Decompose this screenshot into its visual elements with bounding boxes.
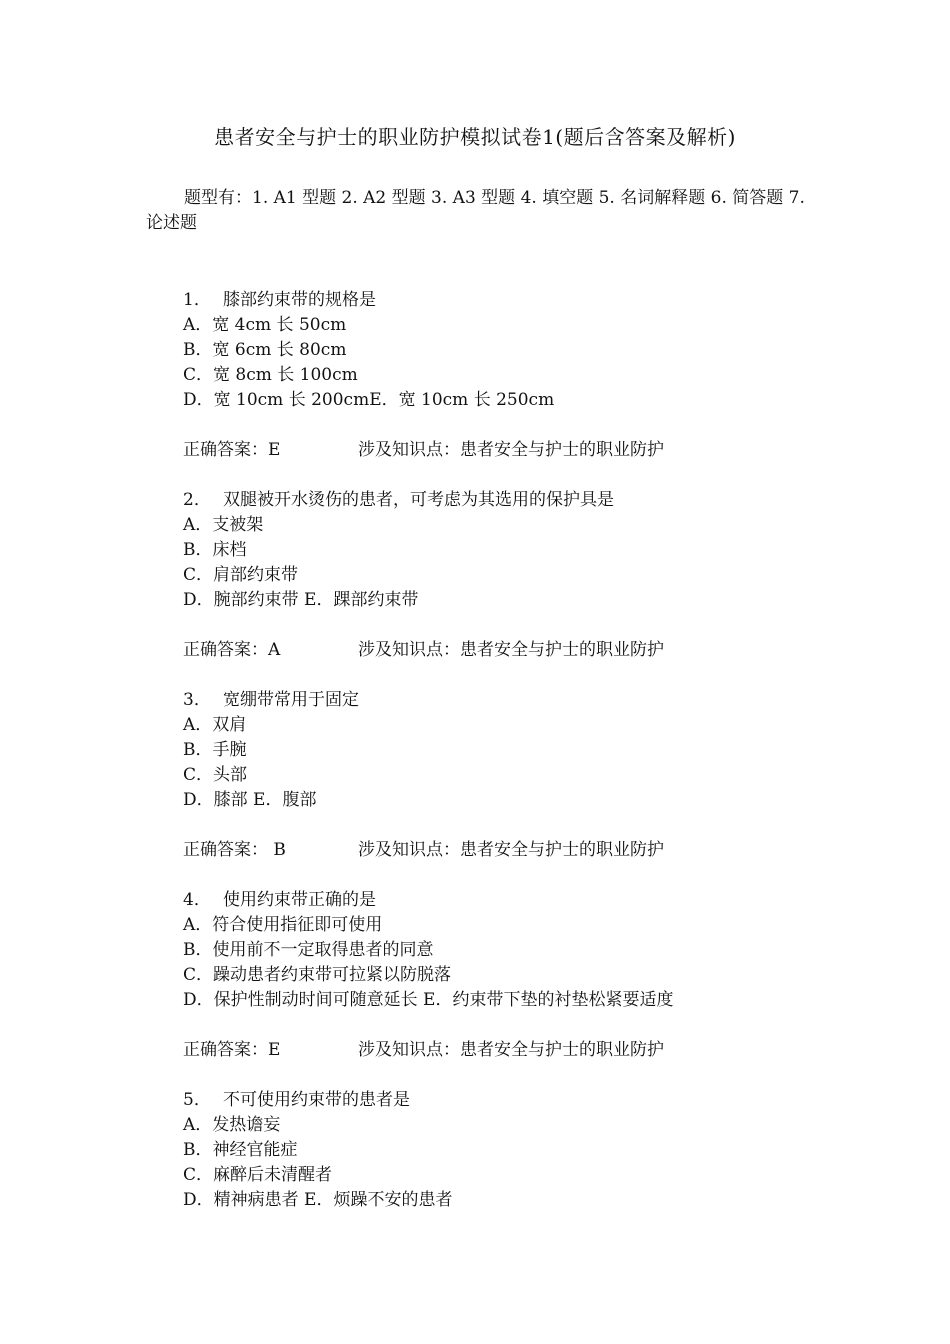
answer-row: [183, 638, 863, 663]
knowledge-point: 涉及知识点：患者安全与护士的职业防护: [358, 1040, 664, 1060]
option-a: A．支被架: [183, 515, 264, 535]
answer-row: [183, 438, 863, 463]
option-b: B．神经官能症: [183, 1140, 298, 1160]
option-b: B．床档: [183, 540, 247, 560]
question-number: 4．: [183, 890, 211, 910]
question-number: 2．: [183, 490, 211, 510]
option-b: B．宽 6cm 长 80cm: [183, 340, 347, 360]
document-title: 患者安全与护士的职业防护模拟试卷1(题后含答案及解析): [214, 125, 736, 149]
option-a: A．双肩: [183, 715, 247, 735]
question-number: 3．: [183, 690, 211, 710]
option-c: C．肩部约束带: [183, 565, 299, 585]
question-stem: [183, 1088, 863, 1113]
question-item: [183, 688, 863, 863]
option-a: A．符合使用指征即可使用: [183, 915, 383, 935]
question-stem: [183, 288, 863, 313]
question-types: 题型有：1. A1 型题 2. A2 型题 3. A3 型题 4. 填空题 5. 名词解释题 6. 简答题 7. 论述题: [146, 188, 805, 233]
option-a: A．发热谵妄: [183, 1115, 281, 1135]
option-d: D．宽 10cm 长 200cmE．宽 10cm 长 250cm: [183, 390, 555, 410]
option-a: A．宽 4cm 长 50cm: [183, 315, 347, 335]
question-stem: [183, 488, 863, 513]
question-text: 不可使用约束带的患者是: [223, 1090, 410, 1110]
option-b: B．手腕: [183, 740, 247, 760]
knowledge-point: 涉及知识点：患者安全与护士的职业防护: [358, 440, 664, 460]
option-c: C．头部: [183, 765, 248, 785]
question-text: 膝部约束带的规格是: [223, 290, 376, 310]
option-d: D．腕部约束带 E．踝部约束带: [183, 590, 419, 610]
option-c: C．麻醉后未清醒者: [183, 1165, 333, 1185]
option-d: D．保护性制动时间可随意延长 E．约束带下垫的衬垫松紧要适度: [183, 990, 674, 1010]
option-c: C．躁动患者约束带可拉紧以防脱落: [183, 965, 452, 985]
correct-answer: 正确答案：A: [183, 640, 281, 660]
option-d: D．精神病患者 E．烦躁不安的患者: [183, 1190, 453, 1210]
option-d: D．膝部 E．腹部: [183, 790, 317, 810]
question-text: 双腿被开水烫伤的患者，可考虑为其选用的保护具是: [223, 490, 614, 510]
knowledge-point: 涉及知识点：患者安全与护士的职业防护: [358, 640, 664, 660]
knowledge-point: 涉及知识点：患者安全与护士的职业防护: [358, 840, 664, 860]
correct-answer: 正确答案：E: [183, 1040, 281, 1060]
correct-answer: 正确答案： B: [183, 840, 286, 860]
question-item: [183, 488, 863, 663]
question-text: 使用约束带正确的是: [223, 890, 376, 910]
question-number: 1．: [183, 290, 211, 310]
question-item: [183, 888, 863, 1063]
question-item: [183, 288, 863, 463]
question-item: [183, 1088, 863, 1213]
correct-answer: 正确答案：E: [183, 440, 281, 460]
question-list: [183, 288, 863, 1238]
option-c: C．宽 8cm 长 100cm: [183, 365, 358, 385]
question-stem: [183, 688, 863, 713]
answer-row: [183, 838, 863, 863]
question-stem: [183, 888, 863, 913]
option-b: B．使用前不一定取得患者的同意: [183, 940, 434, 960]
answer-row: [183, 1038, 863, 1063]
question-number: 5．: [183, 1090, 211, 1110]
question-text: 宽绷带常用于固定: [223, 690, 359, 710]
